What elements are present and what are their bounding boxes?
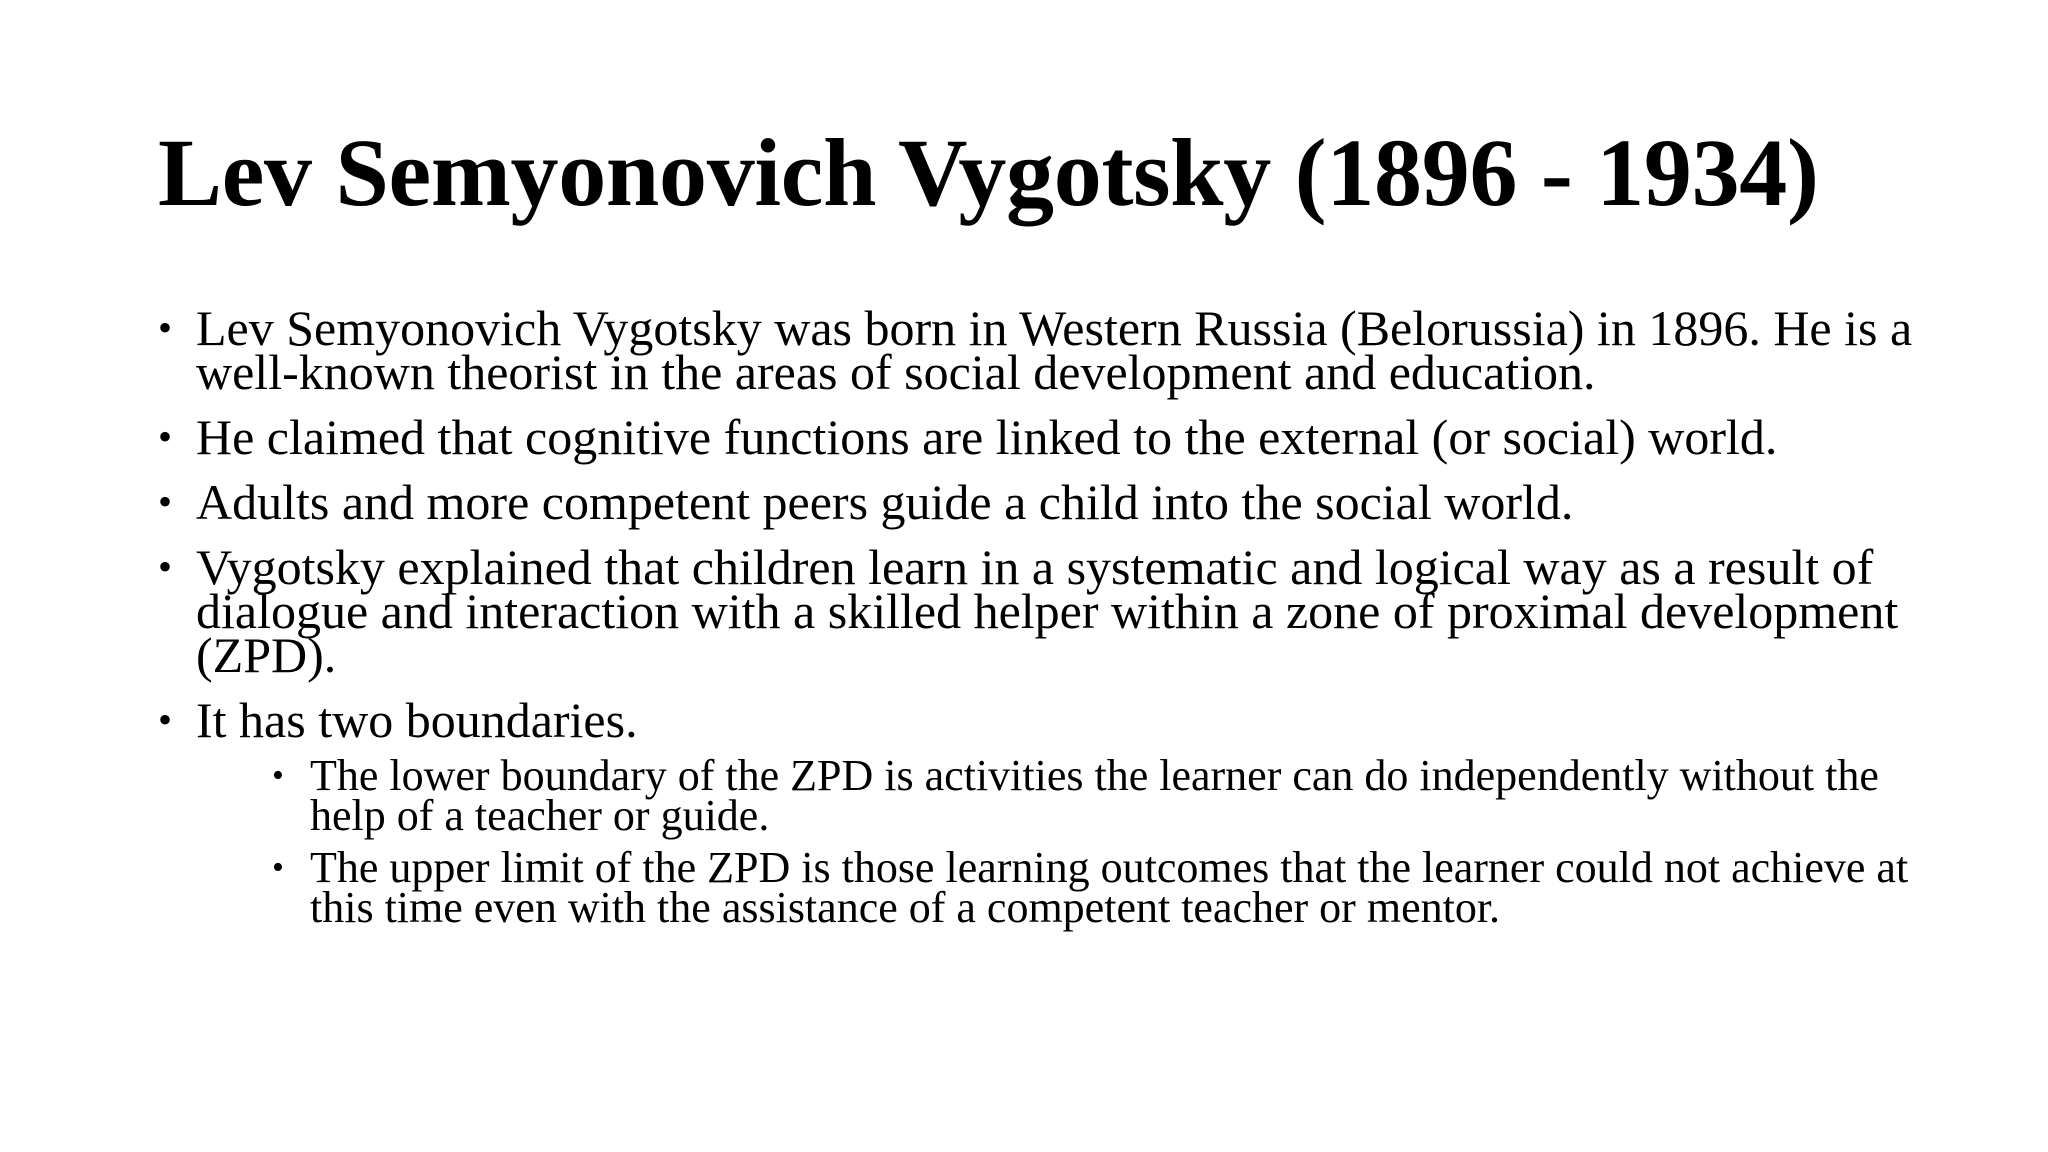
slide-content	[158, 300, 1918, 949]
slide-title: Lev Semyonovich Vygotsky (1896 - 1934)	[158, 119, 1819, 226]
bullet-text: It has two boundaries.	[196, 692, 638, 748]
bullet-item-cognitive-functions	[158, 409, 1918, 465]
bullet-dot-icon: •	[158, 544, 173, 589]
bullet-text: Lev Semyonovich Vygotsky was born in Western Russia (Belorussia) in 1896. He is a well-known theorist in the areas of social development and education.	[196, 300, 1913, 400]
bullet-dot-icon: •	[158, 305, 173, 350]
bullet-list	[158, 300, 1918, 932]
bullet-text: He claimed that cognitive functions are linked to the external (or social) world.	[196, 409, 1778, 465]
sub-bullet-list	[196, 751, 1918, 932]
bullet-item-zpd	[158, 539, 1918, 683]
bullet-item-birth	[158, 300, 1918, 400]
sub-bullet-dot-icon: •	[272, 849, 284, 886]
bullet-dot-icon: •	[158, 414, 173, 459]
sub-bullet-upper-limit	[272, 843, 1918, 932]
bullet-text: Vygotsky explained that children learn in a systematic and logical way as a result of dialogue and interaction with a skilled helper within a zone of proximal development (ZPD).	[196, 539, 1899, 683]
bullet-dot-icon: •	[158, 697, 173, 742]
sub-bullet-dot-icon: •	[272, 757, 284, 794]
bullet-dot-icon: •	[158, 479, 173, 524]
bullet-item-boundaries	[158, 692, 1918, 932]
bullet-item-adults-peers	[158, 474, 1918, 530]
bullet-text: Adults and more competent peers guide a child into the social world.	[196, 474, 1574, 530]
sub-bullet-text: The upper limit of the ZPD is those learning outcomes that the learner could not achieve at this time even with the assistance of a competent teacher or mentor.	[310, 843, 1909, 932]
sub-bullet-lower-boundary	[272, 751, 1918, 840]
sub-bullet-text: The lower boundary of the ZPD is activities the learner can do independently without the help of a teacher or guide.	[310, 751, 1879, 840]
